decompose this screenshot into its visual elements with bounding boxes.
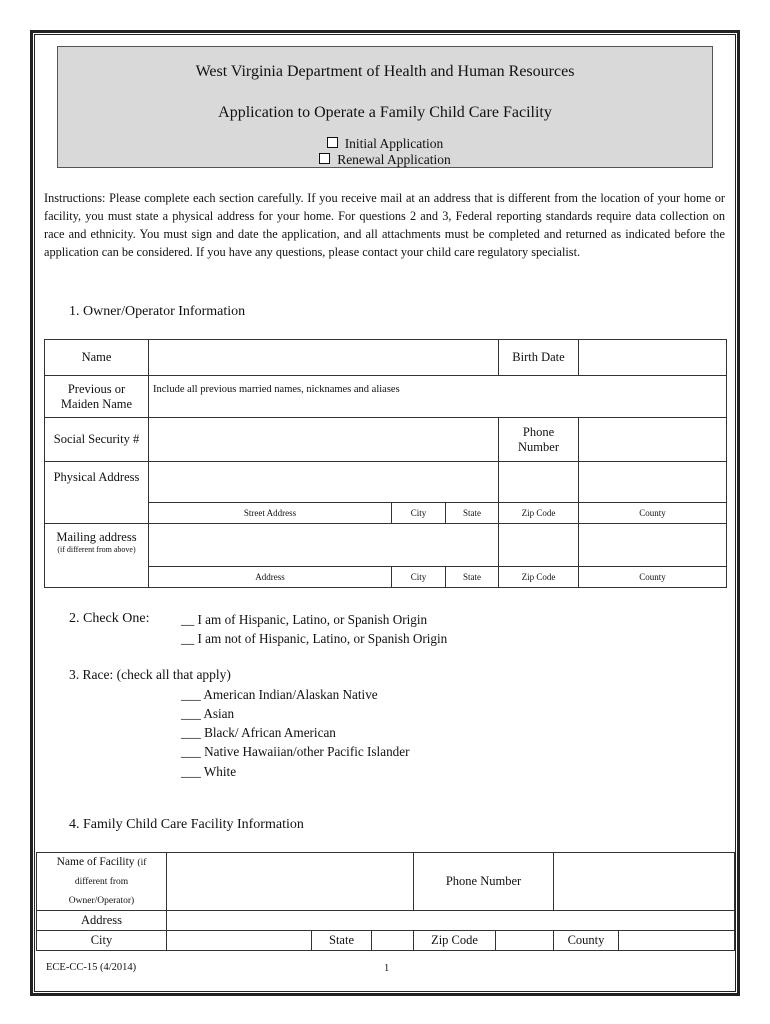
mailing-address-note: (if different from above) <box>57 545 136 554</box>
address-sublabel: Address <box>149 567 392 588</box>
county-sublabel: County <box>579 503 727 524</box>
facility-state-label: State <box>312 931 372 951</box>
facility-state-field[interactable] <box>372 931 414 951</box>
section-3-title: 3. Race: (check all that apply) <box>69 667 231 682</box>
section-1-title: 1. Owner/Operator Information <box>69 304 246 319</box>
ssn-field[interactable] <box>149 418 499 462</box>
mailing-county-field[interactable] <box>579 524 727 567</box>
facility-name-field[interactable] <box>167 853 414 911</box>
city-sublabel: City <box>392 503 446 524</box>
previous-name-field[interactable]: Include all previous married names, nicknames and aliases <box>149 376 727 418</box>
county-sublabel: County <box>579 567 727 588</box>
birth-date-field[interactable] <box>579 340 727 376</box>
race-option-american-indian[interactable]: ___ American Indian/Alaskan Native <box>181 687 378 702</box>
name-label: Name <box>45 340 149 376</box>
city-sublabel: City <box>392 567 446 588</box>
ssn-label: Social Security # <box>45 418 149 462</box>
facility-county-label: County <box>554 931 619 951</box>
facility-address-field[interactable] <box>167 911 735 931</box>
race-option-black[interactable]: ___ Black/ African American <box>181 725 336 740</box>
section-2-title: 2. Check One: <box>69 611 150 626</box>
initial-application-option[interactable]: Initial Application <box>58 136 712 152</box>
facility-zip-field[interactable] <box>496 931 554 951</box>
facility-phone-field[interactable] <box>554 853 735 911</box>
checkbox-icon[interactable] <box>327 137 338 148</box>
birth-date-label: Birth Date <box>499 340 579 376</box>
physical-county-field[interactable] <box>579 462 727 503</box>
race-option-asian[interactable]: ___ Asian <box>181 706 235 721</box>
org-name: West Virginia Department of Health and Human Resources <box>195 63 575 80</box>
physical-address-label: Physical Address <box>45 462 149 524</box>
name-field[interactable] <box>149 340 499 376</box>
not-hispanic-option[interactable]: __ I am not of Hispanic, Latino, or Spanish Origin <box>181 631 448 646</box>
state-sublabel: State <box>446 503 499 524</box>
zip-sublabel: Zip Code <box>499 567 579 588</box>
physical-zip-field[interactable] <box>499 462 579 503</box>
facility-name-label: Name of Facility (if different from Owner/Operator) <box>37 853 167 911</box>
zip-sublabel: Zip Code <box>499 503 579 524</box>
form-title: Application to Operate a Family Child Care Facility <box>218 104 552 121</box>
street-address-sublabel: Street Address <box>149 503 392 524</box>
race-option-white[interactable]: ___ White <box>181 764 237 779</box>
renewal-application-option[interactable]: Renewal Application <box>58 152 712 168</box>
facility-county-field[interactable] <box>619 931 735 951</box>
section-4-title: 4. Family Child Care Facility Information <box>69 817 304 832</box>
hispanic-option[interactable]: __ I am of Hispanic, Latino, or Spanish Origin <box>181 612 428 627</box>
form-id: ECE-CC-15 (4/2014) <box>46 962 137 973</box>
form-header <box>57 46 713 168</box>
mailing-zip-field[interactable] <box>499 524 579 567</box>
previous-name-label: Previous or Maiden Name <box>45 376 149 418</box>
physical-address-field[interactable] <box>149 462 499 503</box>
facility-address-label: Address <box>37 911 167 931</box>
phone-label: Phone Number <box>499 418 579 462</box>
facility-city-label: City <box>37 931 167 951</box>
mailing-address-field[interactable] <box>149 524 499 567</box>
facility-zip-label: Zip Code <box>414 931 496 951</box>
owner-operator-table <box>44 339 727 588</box>
checkbox-icon[interactable] <box>319 153 330 164</box>
facility-phone-label: Phone Number <box>414 853 554 911</box>
page-number: 1 <box>384 963 390 974</box>
mailing-address-label: Mailing address (if different from above) <box>45 524 149 588</box>
state-sublabel: State <box>446 567 499 588</box>
facility-city-field[interactable] <box>167 931 312 951</box>
instructions: Instructions: Please complete each section carefully. If you receive mail at an address that is different from the location of your home or facility, you must state a physical address for your home. For questions 2 and 3, Federal reporting standards require data collection on race and ethnicity. You must sign and date the application, and all attachments must be completed and returned as indicated before the application can be considered. If you have any questions, please contact your child care regulatory specialist. <box>44 191 725 259</box>
phone-field[interactable] <box>579 418 727 462</box>
race-option-pacific-islander[interactable]: ___ Native Hawaiian/other Pacific Islander <box>181 744 410 759</box>
facility-table <box>36 852 735 951</box>
